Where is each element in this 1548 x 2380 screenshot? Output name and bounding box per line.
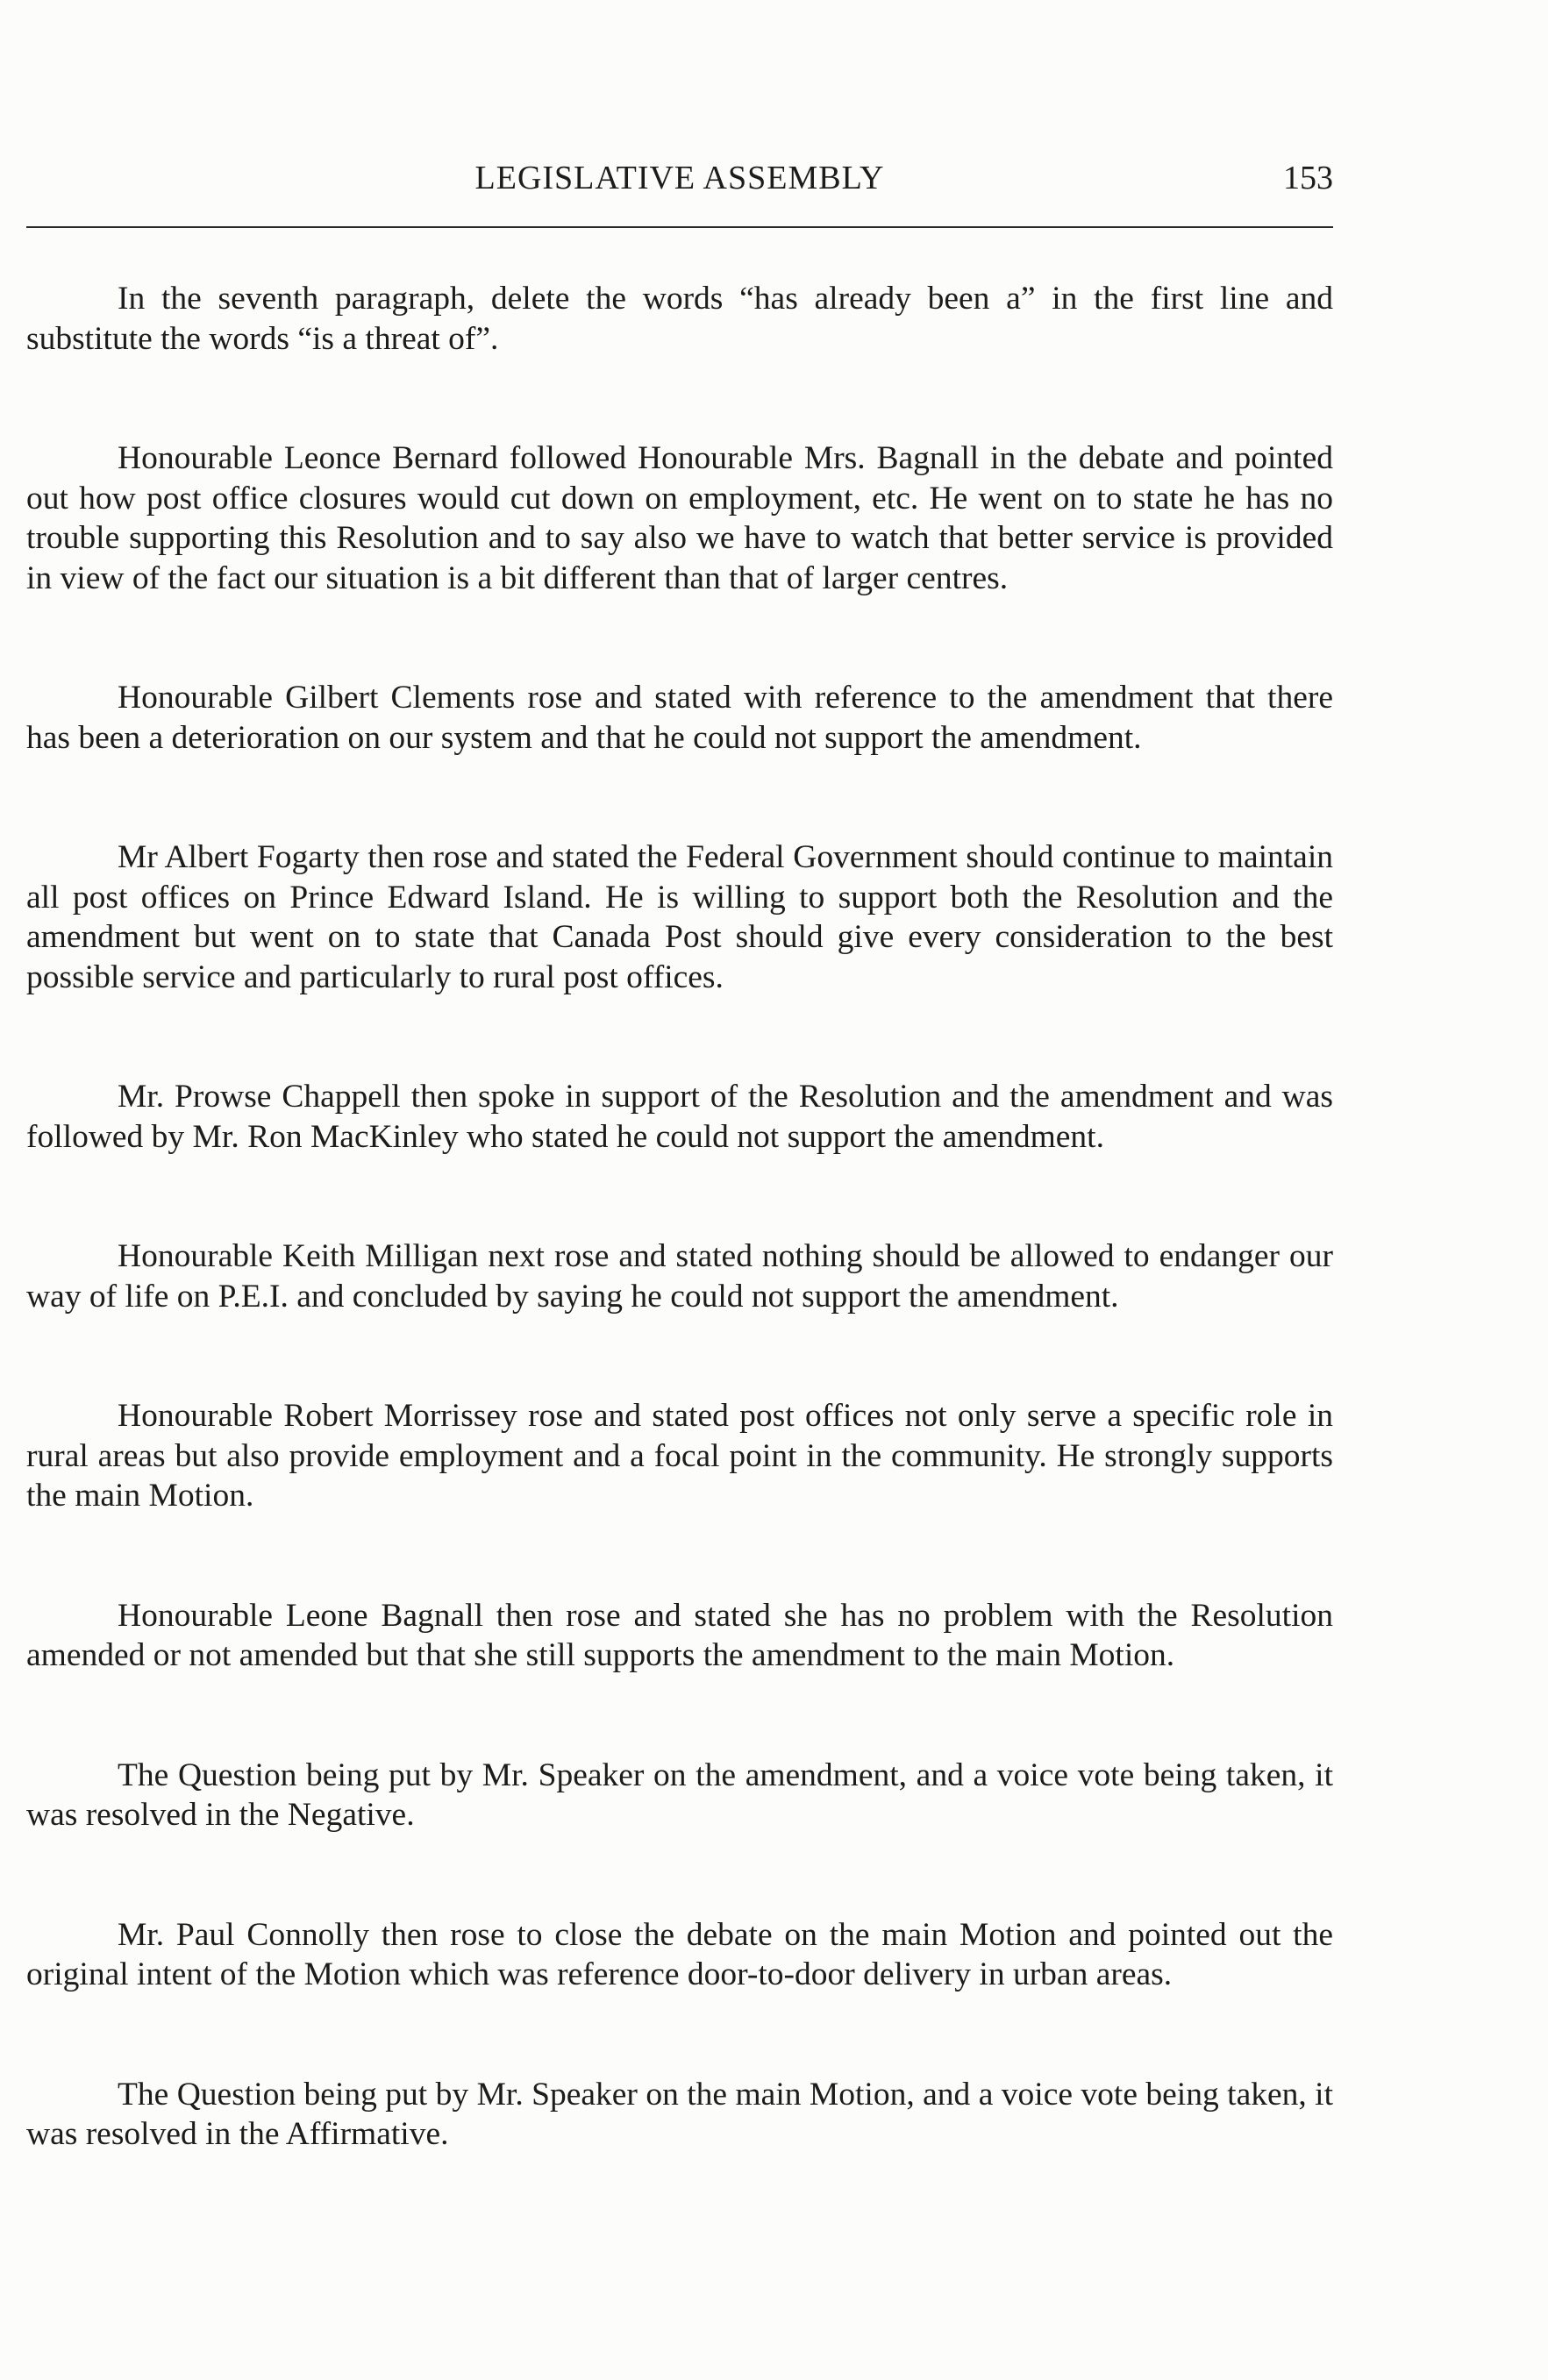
body-text (26, 279, 1333, 2234)
paragraph-fogarty: Mr Albert Fogarty then rose and stated the Federal Government should continue to maintain all post offices on Prince Edward Island. He is willing to support both the Resolution and the amendment but went on to state that Canada Post should give every consideration to the best possible service and particularly to rural post offices. (26, 839, 1333, 995)
paragraph-amendment-vote: The Question being put by Mr. Speaker on the amendment, and a voice vote being taken, it was resolved in the Negative. (26, 1756, 1333, 1833)
paragraph-chappell: Mr. Prowse Chappell then spoke in support of the Resolution and the amendment and was followed by Mr. Ron MacKinley who stated he could not support the amendment. (26, 1079, 1333, 1155)
page-number: 153 (1283, 160, 1333, 196)
paragraph-main-motion-vote: The Question being put by Mr. Speaker on the main Motion, and a voice vote being taken, it was resolved in the Affirmative. (26, 2076, 1333, 2152)
paragraph-amendment-text: In the seventh paragraph, delete the words “has already been a” in the first line and substitute the words “is a threat of”. (26, 281, 1333, 357)
paragraph-morrissey: Honourable Robert Morrissey rose and stated post offices not only serve a specific role in rural areas but also provide employment and a focal point in the community. He strongly supports the main Motion. (26, 1398, 1333, 1514)
paragraph-bernard: Honourable Leonce Bernard followed Honourable Mrs. Bagnall in the debate and pointed out how post office closures would cut down on employment, etc. He went on to state he has no trouble supporting this Resolution and to say also we have to watch that better service is provided in view of the fact our situation is a bit different than that of larger centres. (26, 440, 1333, 596)
header-rule (26, 226, 1333, 228)
paragraph-clements: Honourable Gilbert Clements rose and stated with reference to the amendment that there has been a deterioration on our system and that he could not support the amendment. (26, 680, 1333, 756)
page-header (26, 156, 1333, 200)
paragraph-milligan: Honourable Keith Milligan next rose and stated nothing should be allowed to endanger our way of life on P.E.I. and concluded by saying he could not support the amendment. (26, 1238, 1333, 1315)
paragraph-bagnall: Honourable Leone Bagnall then rose and stated she has no problem with the Resolution amended or not amended but that she still supports the amendment to the main Motion. (26, 1597, 1333, 1673)
running-head: LEGISLATIVE ASSEMBLY (474, 160, 885, 196)
paragraph-connolly: Mr. Paul Connolly then rose to close the debate on the main Motion and pointed out the original intent of the Motion which was reference door-to-door delivery in urban areas. (26, 1916, 1333, 1992)
